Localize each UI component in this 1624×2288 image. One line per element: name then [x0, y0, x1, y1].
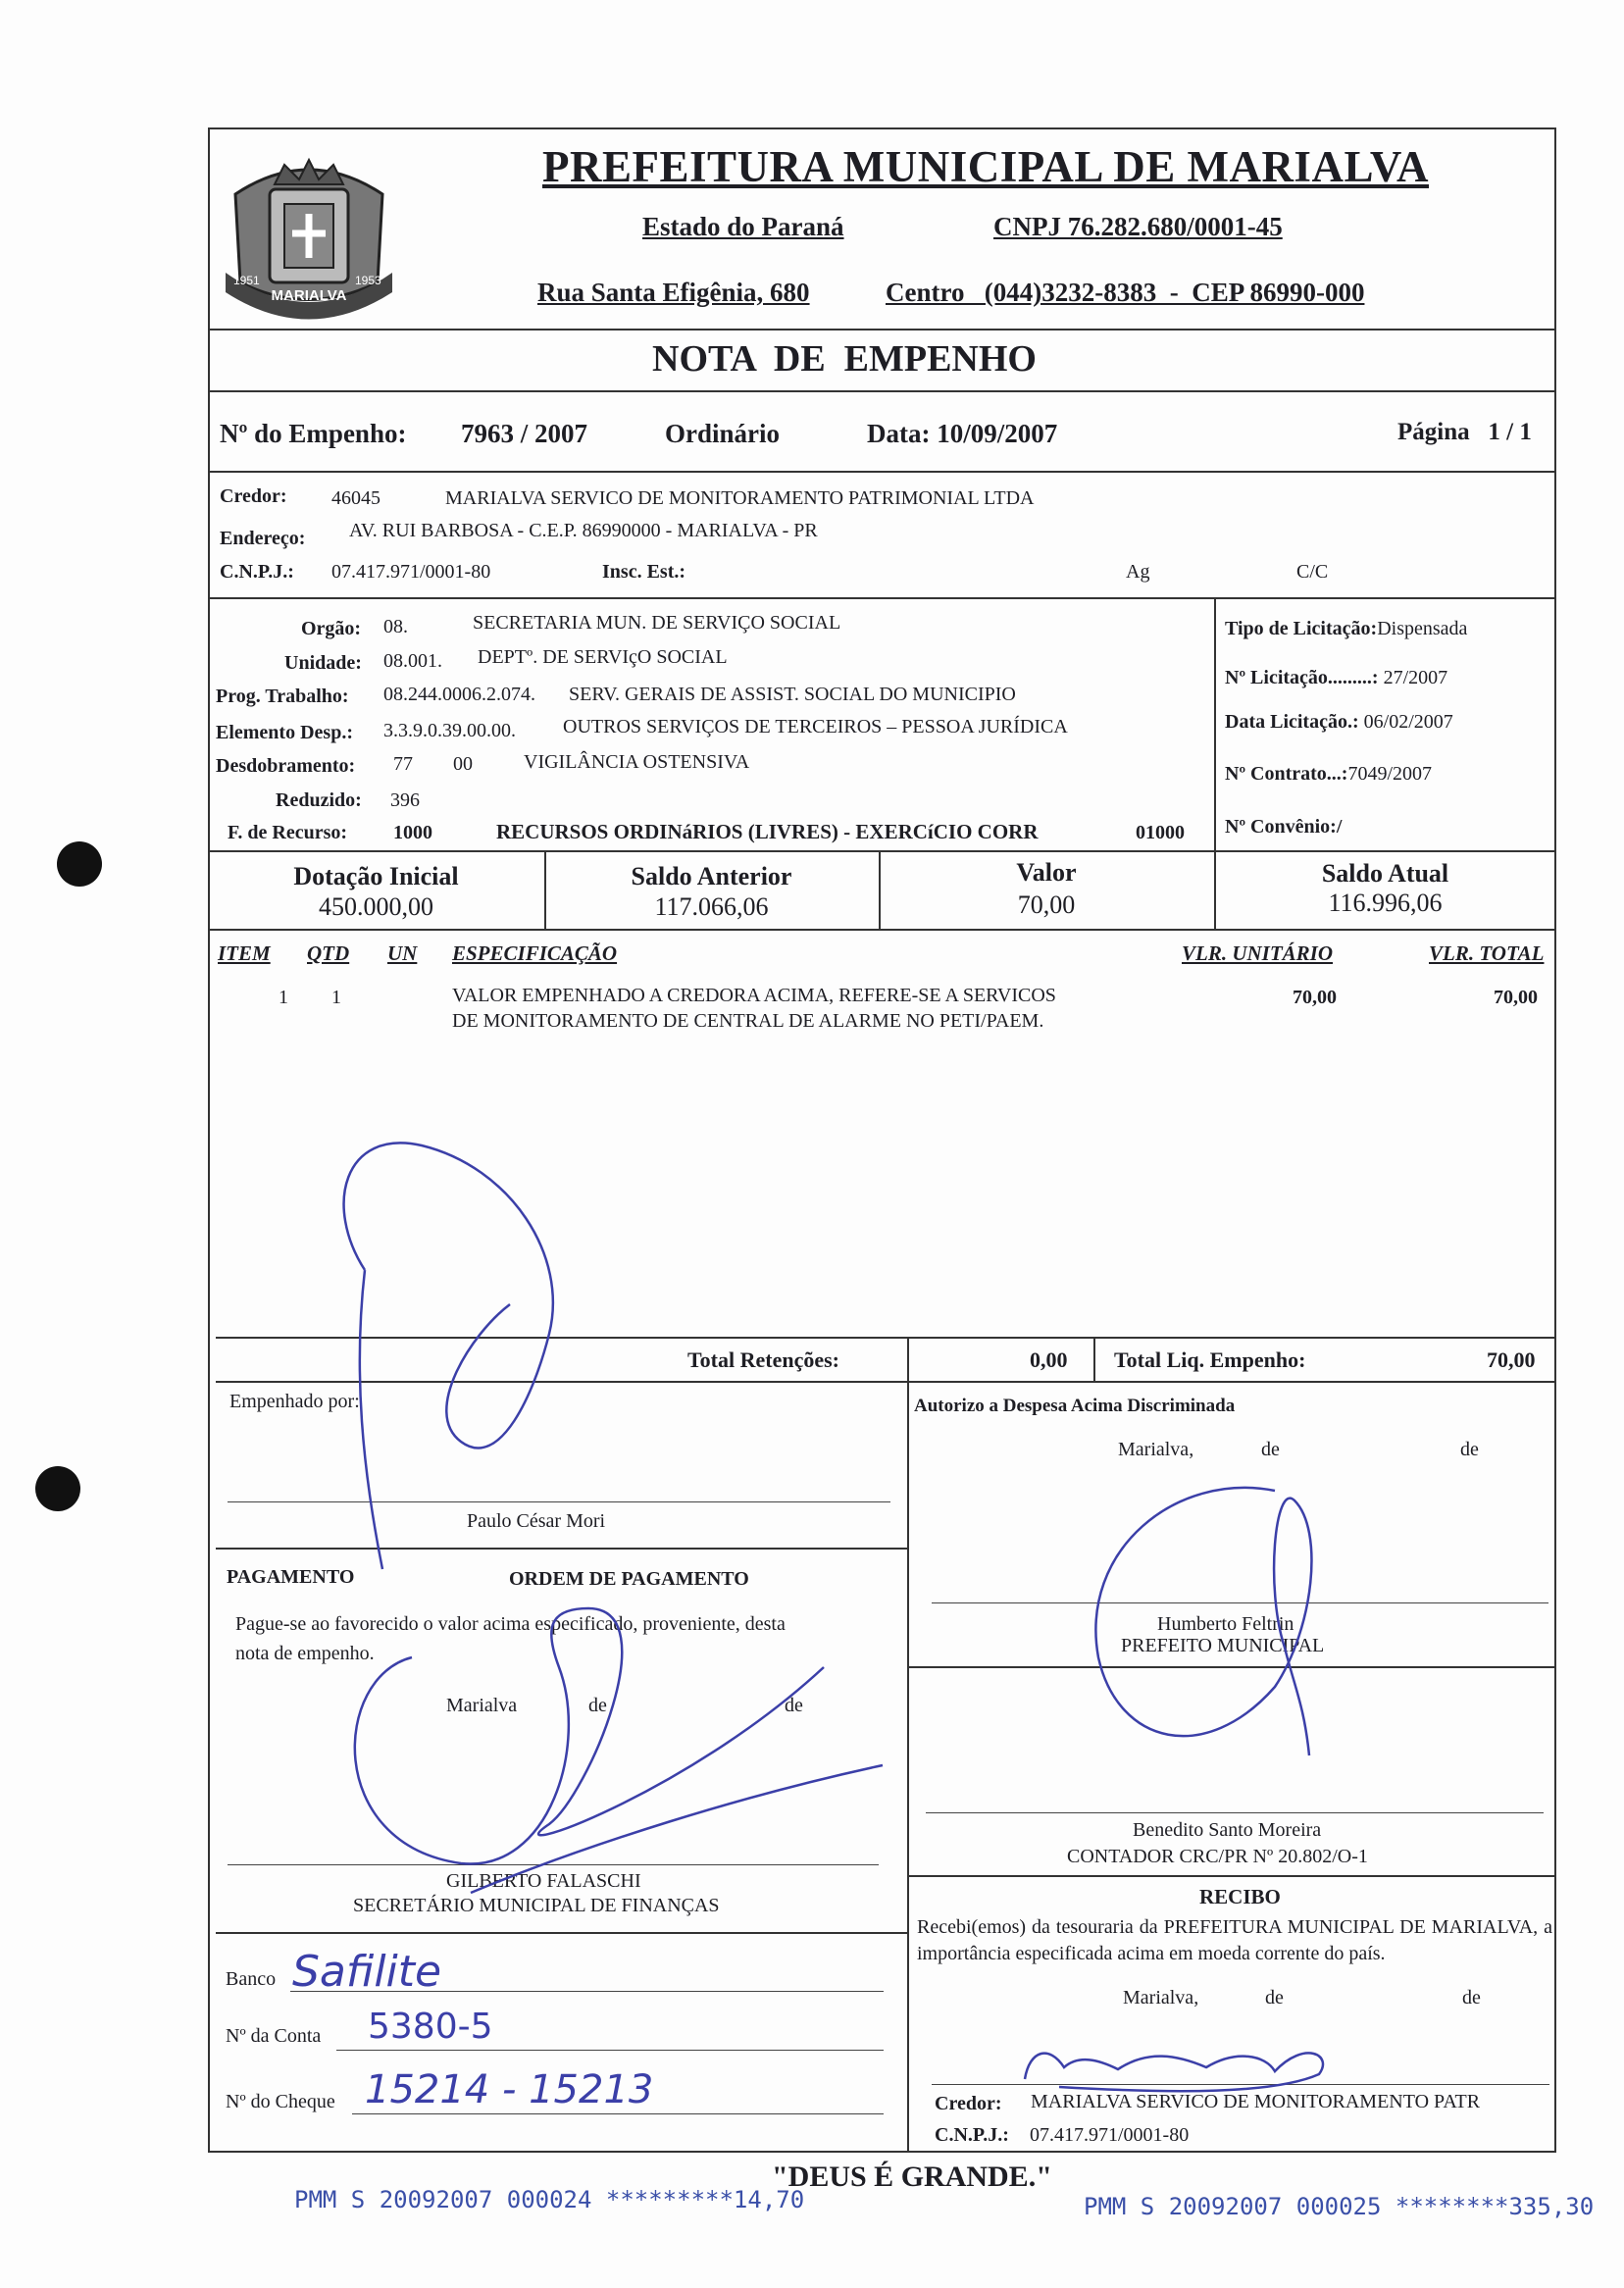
col-vlr-unitario: VLR. UNITÁRIO — [1182, 941, 1334, 965]
pagamento-text1: Pague-se ao favorecido o valor acima especificado, proveniente, desta — [235, 1613, 786, 1635]
item-number: 1 — [279, 987, 288, 1008]
endereco-label: Endereço: — [220, 528, 306, 549]
recibo-city: Marialva, — [1123, 1987, 1199, 2008]
punch-hole-bottom — [35, 1466, 80, 1511]
elemento-code: 3.3.9.0.39.00.00. — [383, 720, 516, 741]
autorizo-title: Autorizo a Despesa Acima Discriminada — [914, 1396, 1236, 1416]
cnpj-credor-value: 07.417.971/0001-80 — [331, 561, 491, 583]
col-qtd: QTD — [307, 941, 350, 965]
cheque-value: 15214 - 15213 — [365, 2067, 654, 2112]
phone-cep-label: Centro (044)3232-8383 - CEP 86990-000 — [886, 278, 1365, 307]
financas-signer: GILBERTO FALASCHI — [446, 1870, 641, 1892]
elemento-label: Elemento Desp.: — [216, 722, 353, 743]
banco-label: Banco — [226, 1968, 277, 1990]
orgao-label: Orgão: — [301, 618, 362, 639]
valor-value: 70,00 — [1017, 890, 1076, 919]
financas-role: SECRETÁRIO MUNICIPAL DE FINANÇAS — [353, 1895, 720, 1916]
retencoes-value: 0,00 — [1030, 1347, 1068, 1372]
recurso-code: 1000 — [393, 822, 432, 843]
recurso-num: 01000 — [1136, 822, 1185, 843]
num-licitacao-label: Nº Licitação.........: 27/2007 — [1225, 667, 1448, 688]
credor-name: MARIALVA SERVICO DE MONITORAMENTO PATRIMONIAL LTDA — [445, 487, 1035, 509]
svg-text:1953: 1953 — [355, 274, 381, 287]
prog-code: 08.244.0006.2.074. — [383, 684, 535, 705]
state-label: Estado do Paraná — [642, 212, 844, 241]
elemento-desc: OUTROS SERVIÇOS DE TERCEIROS – PESSOA JURÍDICA — [563, 716, 1068, 737]
recurso-label: F. de Recurso: — [228, 822, 348, 843]
payment-stamp-1: PMM S 20092007 000024 *********14,70 — [294, 2186, 805, 2213]
payment-stamp-2: PMM S 20092007 000025 ********335,30 — [1084, 2193, 1595, 2220]
pagamento-label: PAGAMENTO — [227, 1566, 355, 1588]
cheque-label: Nº do Cheque — [226, 2091, 335, 2112]
empenho-type: Ordinário — [665, 419, 781, 448]
saldo-atual-value: 116.996,06 — [1328, 889, 1443, 917]
credor-code: 46045 — [331, 487, 381, 509]
orgao-desc: SECRETARIA MUN. DE SERVIÇO SOCIAL — [473, 612, 841, 634]
total-liq-label: Total Liq. Empenho: — [1114, 1347, 1306, 1372]
recibo-credor-label: Credor: — [935, 2093, 1002, 2114]
desdobramento-label: Desdobramento: — [216, 755, 356, 777]
empenhado-name: Paulo César Mori — [467, 1510, 606, 1532]
doc-title: NOTA DE EMPENHO — [652, 338, 1037, 380]
prog-label: Prog. Trabalho: — [216, 686, 349, 707]
address-label: Rua Santa Efigênia, 680 — [537, 278, 810, 307]
footer-motto: "DEUS É GRANDE." — [772, 2161, 1052, 2193]
empenho-number: 7963 / 2007 — [461, 419, 588, 448]
recibo-text: Recebi(emos) da tesouraria da PREFEITURA MUNICIPAL DE MARIALVA, a importância especificada acima em moeda corrente do país. — [917, 1916, 1552, 1964]
svg-text:1951: 1951 — [233, 274, 260, 287]
prefeito-signer: Humberto Feltrin — [1157, 1613, 1294, 1635]
col-item: ITEM — [218, 941, 271, 965]
ag-label: Ag — [1126, 561, 1150, 583]
cnpj-label: CNPJ 76.282.680/0001-45 — [993, 212, 1283, 241]
svg-text:MARIALVA: MARIALVA — [271, 287, 347, 304]
conta-value: 5380-5 — [368, 2007, 493, 2047]
empenhado-label: Empenhado por: — [229, 1391, 360, 1412]
municipal-seal — [216, 135, 402, 331]
reduzido-value: 396 — [390, 789, 420, 811]
pagamento-city: Marialva — [446, 1695, 518, 1716]
valor-label: Valor — [1016, 858, 1077, 887]
item-spec-line2: DE MONITORAMENTO DE CENTRAL DE ALARME NO PETI/PAEM. — [452, 1010, 1044, 1032]
col-vlr-total: VLR. TOTAL — [1429, 941, 1545, 965]
reduzido-label: Reduzido: — [276, 789, 362, 811]
recibo-credor-value: MARIALVA SERVICO DE MONITORAMENTO PATR — [1031, 2091, 1481, 2112]
prog-desc: SERV. GERAIS DE ASSIST. SOCIAL DO MUNICIPIO — [569, 684, 1016, 705]
saldo-anterior-label: Saldo Anterior — [631, 862, 792, 890]
cnpj-credor-label: C.N.P.J.: — [220, 561, 294, 583]
col-un: UN — [387, 941, 418, 965]
item-total-value: 70,00 — [1494, 987, 1538, 1008]
autorizo-de2: de — [1460, 1439, 1479, 1460]
cc-label: C/C — [1296, 561, 1329, 583]
page-number: Página 1 / 1 — [1397, 419, 1532, 445]
orgao-code: 08. — [383, 616, 408, 637]
contador-name: Benedito Santo Moreira — [1133, 1819, 1322, 1841]
autorizo-city: Marialva, — [1118, 1439, 1194, 1460]
data-licitacao-label: Data Licitação.: 06/02/2007 — [1225, 711, 1453, 733]
ordem-pagamento-title: ORDEM DE PAGAMENTO — [509, 1568, 749, 1590]
prefeito-role: PREFEITO MUNICIPAL — [1121, 1635, 1325, 1656]
retencoes-label: Total Retenções: — [687, 1347, 839, 1372]
municipality-title: PREFEITURA MUNICIPAL DE MARIALVA — [542, 142, 1430, 191]
recibo-cnpj-label: C.N.P.J.: — [935, 2124, 1009, 2146]
pagamento-de2: de — [785, 1695, 803, 1716]
saldo-anterior-value: 117.066,06 — [654, 892, 769, 921]
desdobramento-desc: VIGILÂNCIA OSTENSIVA — [524, 751, 750, 773]
empenho-label: Nº do Empenho: — [220, 419, 407, 448]
desdobramento-a: 77 — [393, 753, 413, 775]
recibo-cnpj-value: 07.417.971/0001-80 — [1030, 2124, 1190, 2146]
saldo-atual-label: Saldo Atual — [1321, 859, 1449, 888]
pagamento-de1: de — [588, 1695, 607, 1716]
contador-role: CONTADOR CRC/PR Nº 20.802/O-1 — [1067, 1846, 1368, 1867]
unidade-desc: DEPTº. DE SERVIçO SOCIAL — [478, 646, 728, 668]
credor-label: Credor: — [220, 485, 287, 507]
empenho-date: Data: 10/09/2007 — [867, 419, 1058, 448]
contrato-label: Nº Contrato...:7049/2007 — [1225, 763, 1433, 785]
punch-hole-top — [57, 841, 102, 887]
insc-label: Insc. Est.: — [602, 561, 686, 583]
recurso-desc: RECURSOS ORDINáRIOS (LIVRES) - EXERCíCIO CORR — [496, 820, 1039, 843]
endereco-value: AV. RUI BARBOSA - C.E.P. 86990000 - MARIALVA - PR — [349, 520, 818, 541]
item-unit-value: 70,00 — [1293, 987, 1337, 1008]
dotacao-value: 450.000,00 — [319, 892, 433, 921]
tipo-licitacao-label: Tipo de Licitação:Dispensada — [1225, 618, 1468, 639]
recibo-de1: de — [1265, 1987, 1284, 2008]
item-spec-line1: VALOR EMPENHADO A CREDORA ACIMA, REFERE-SE A SERVICOS — [452, 985, 1056, 1006]
unidade-code: 08.001. — [383, 650, 442, 672]
dotacao-label: Dotação Inicial — [293, 862, 459, 890]
convenio-label: Nº Convênio:/ — [1225, 816, 1343, 838]
desdobramento-b: 00 — [453, 753, 473, 775]
unidade-label: Unidade: — [284, 652, 362, 674]
item-qtd: 1 — [331, 987, 341, 1008]
recibo-title: RECIBO — [1199, 1885, 1281, 1908]
recibo-de2: de — [1462, 1987, 1481, 2008]
banco-value: Safilite — [292, 1947, 442, 1997]
conta-label: Nº da Conta — [226, 2025, 322, 2047]
pagamento-text2: nota de empenho. — [235, 1643, 375, 1664]
total-liq-value: 70,00 — [1487, 1347, 1536, 1372]
autorizo-de1: de — [1261, 1439, 1280, 1460]
col-especificacao: ESPECIFICAÇÃO — [452, 941, 618, 965]
